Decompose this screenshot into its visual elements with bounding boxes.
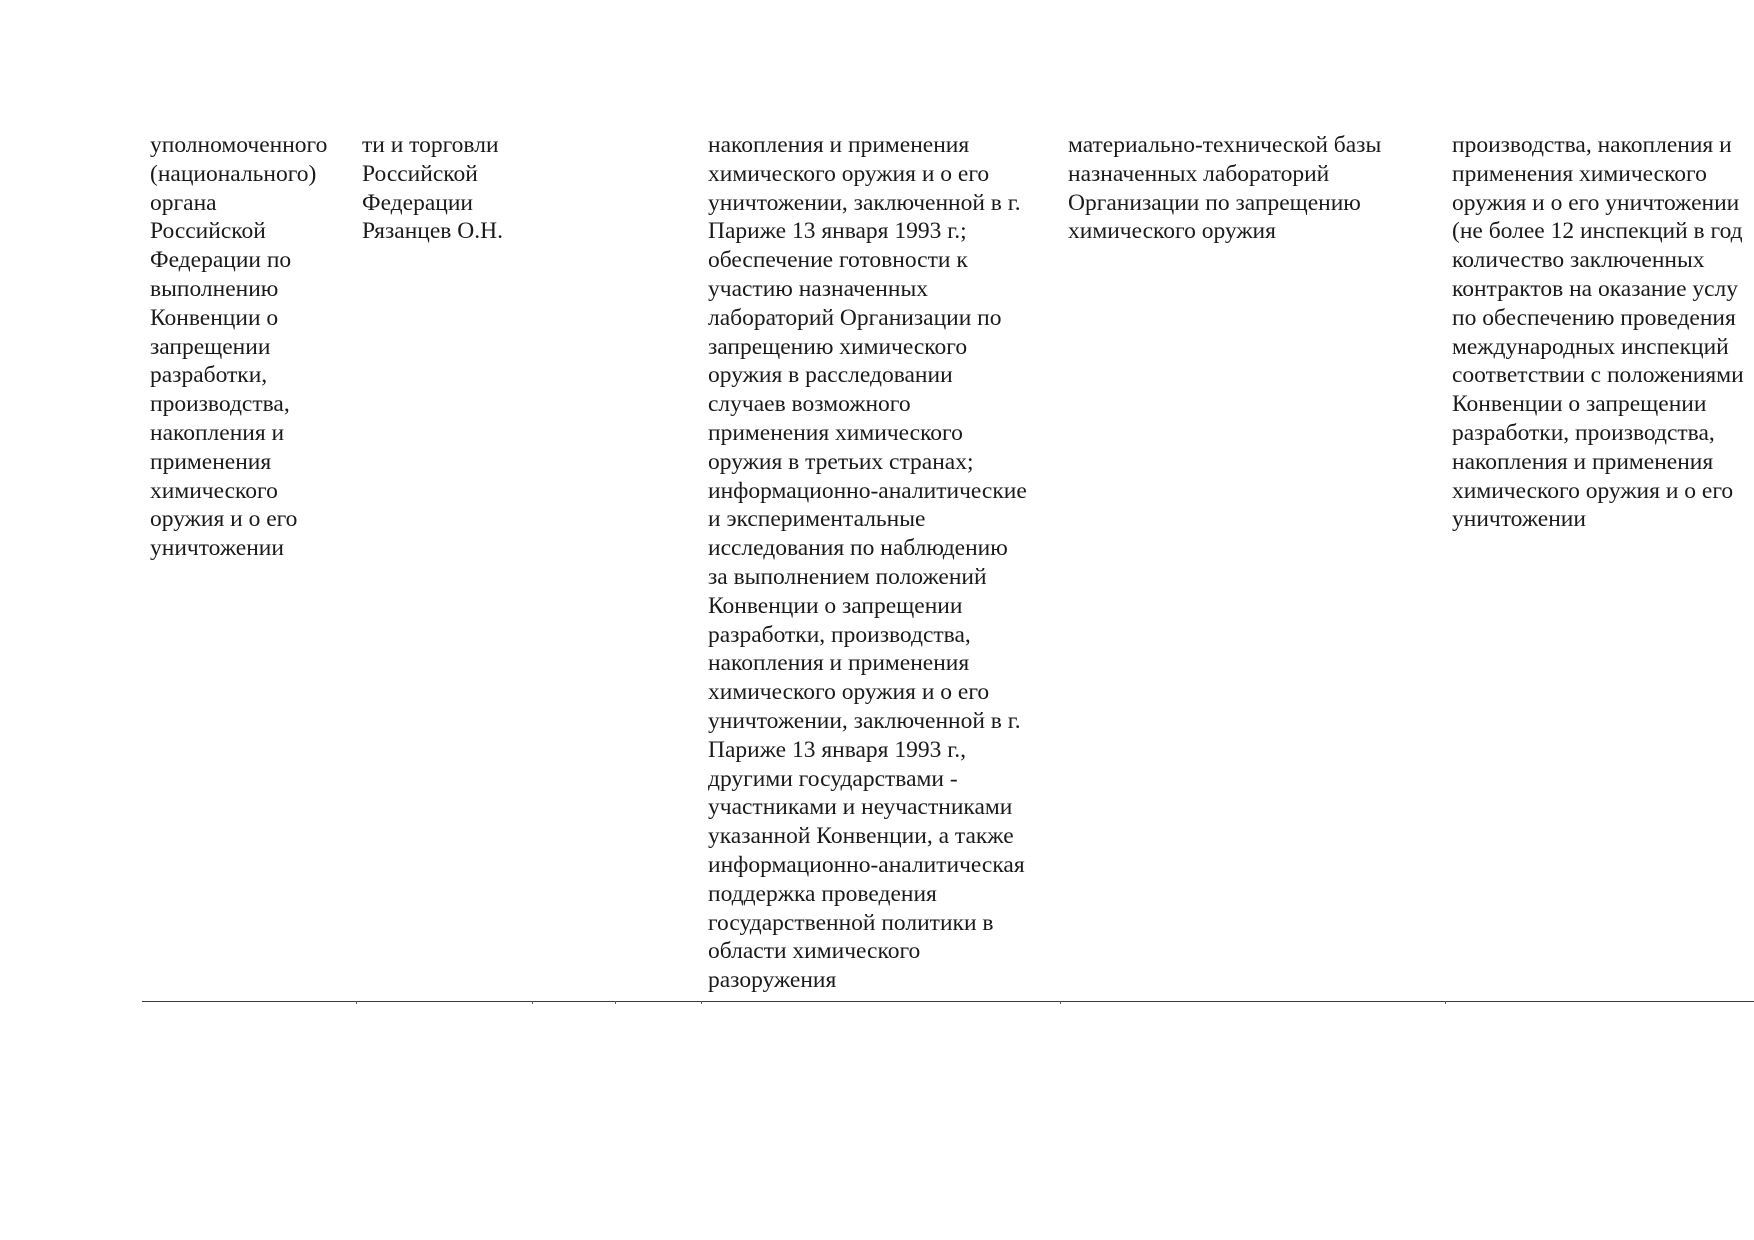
table-cell-result: материально-технической базы назначенных лабораторий Организации по запрещению химического оружия (1068, 132, 1382, 245)
table-bottom-border (142, 1001, 1754, 1002)
table-cell-indicators: производства, накопления и применения химического оружия и о его уничтожении (не более 12 инспекций в год количество заключенных контрактов на оказание услу по обеспечению проведения международных инспекций соответствии с положениями Конвенции о запрещении разработки, производства, накопления и применения химического оружия и о его уничтожении (1452, 132, 1744, 533)
column-divider-tick (615, 1001, 616, 1004)
table-cell-activities: накопления и применения химического оружия и о его уничтожении, заключенной в г. Париже 13 января 1993 г.; обеспечение готовности к участию назначенных лабораторий Организации по запрещению химического оружия в расследовании случаев возможного применения химического оружия в третьих странах; информационно-аналитические и экспериментальные исследования по наблюдению за выполнением положений Конвенции о запрещении разработки, производства, накопления и применения химического оружия и о его уничтожении, заключенной в г. Париже 13 января 1993 г., другими государствами - участниками и неучастниками указанной Конвенции, а также информационно-аналитическая поддержка проведения государственной политики в области химического разоружения (708, 132, 1027, 994)
column-divider-tick (1445, 1001, 1446, 1004)
column-divider-tick (356, 1001, 357, 1004)
table-cell-authorized-body: уполномоченного (национального) органа Российской Федерации по выполнению Конвенции о запрещении разработки, производства, накопления и применения химического оружия и о его уничтожении (150, 132, 328, 562)
column-divider-tick (701, 1001, 702, 1004)
column-divider-tick (532, 1001, 533, 1004)
column-divider-tick (1060, 1001, 1061, 1004)
table-cell-responsible-person: ти и торговли Российской Федерации Рязанцев О.Н. (362, 132, 503, 245)
